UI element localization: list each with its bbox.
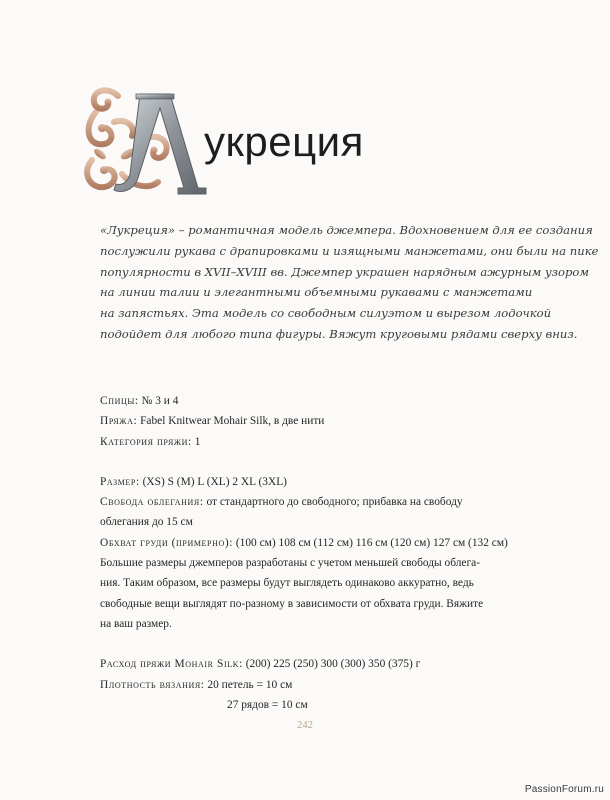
yarn-category-value: 1 [194,435,201,448]
size-value: (XS) S (M) L (XL) 2 XL (3XL) [142,475,287,488]
chest-value: (100 см) 108 см (112 см) 116 см (120 см) 127 см (132 см) [235,536,508,549]
size-row [100,472,540,492]
gauge-stitches: 20 петель = 10 см [207,678,293,691]
intro-line: на запястьях. Эта модель со свободным силуэтом и вырезом лодочкой [100,306,552,321]
intro-line: послужили рукава с драпировками и изящными манжетами, они были на пике [100,243,599,258]
gauge-row [100,675,540,695]
page-number: 242 [297,720,313,731]
ornamental-dropcap-icon [78,82,208,200]
size-note-line: ния. Таким образом, все размеры будут выглядеть одинаково аккуратно, ведь [100,577,474,590]
page-edge [0,0,10,800]
ease-label: Свобода облегания: [100,496,204,509]
specifications [100,391,540,715]
intro-line: на линии талии и элегантными объемными рукавами с манжетами [100,285,533,300]
needles-label: Спицы: [100,395,139,407]
ease-value: от стандартного до свободного; прибавка на свободу [206,496,463,509]
ease-row-continued: облегания до 15 см [100,516,193,529]
chest-label: Обхват груди (примерно): [100,536,234,549]
consumption-row [100,654,540,674]
chest-row [100,533,540,553]
size-label: Размер: [100,475,140,488]
gauge-label: Плотность вязания: [100,678,205,691]
spacer [100,452,540,472]
needles-row [100,391,540,411]
intro-line: популярности в XVII–XVIII вв. Джемпер украшен нарядным ажурным узором [100,264,589,279]
intro-line: подойдет для любого типа фигуры. Вяжут круговыми рядами сверху вниз. [100,326,578,341]
needles-value: № 3 и 4 [141,395,179,407]
size-note-line: свободные вещи выглядят по-разному в зависимости от обхвата груди. Вяжите [100,597,484,610]
ease-row [100,492,540,512]
intro-paragraph [100,220,599,345]
size-note-line: на ваш размер. [100,617,172,630]
yarn-category-row [100,432,540,452]
chapter-title [78,82,418,202]
consumption-label: Расход пряжи Mohair Silk: [100,658,243,671]
gauge-rows: 27 рядов = 10 см [227,698,308,711]
watermark: PassionForum.ru [524,784,604,795]
size-note-line: Большие размеры джемперов разработаны с учетом меньшей свободы облега- [100,557,480,570]
consumption-value: (200) 225 (250) 300 (300) 350 (375) г [245,658,421,671]
intro-line: «Лукреция» – романтичная модель джемпера. Вдохновением для ее создания [100,223,593,237]
yarn-category-label: Категория пряжи: [100,435,192,448]
yarn-label: Пряжа: [100,415,138,428]
page-title: укреция [204,118,364,165]
yarn-row [100,411,540,431]
yarn-value: Fabel Knitwear Mohair Silk, в две нити [140,415,325,428]
spacer [100,634,540,654]
